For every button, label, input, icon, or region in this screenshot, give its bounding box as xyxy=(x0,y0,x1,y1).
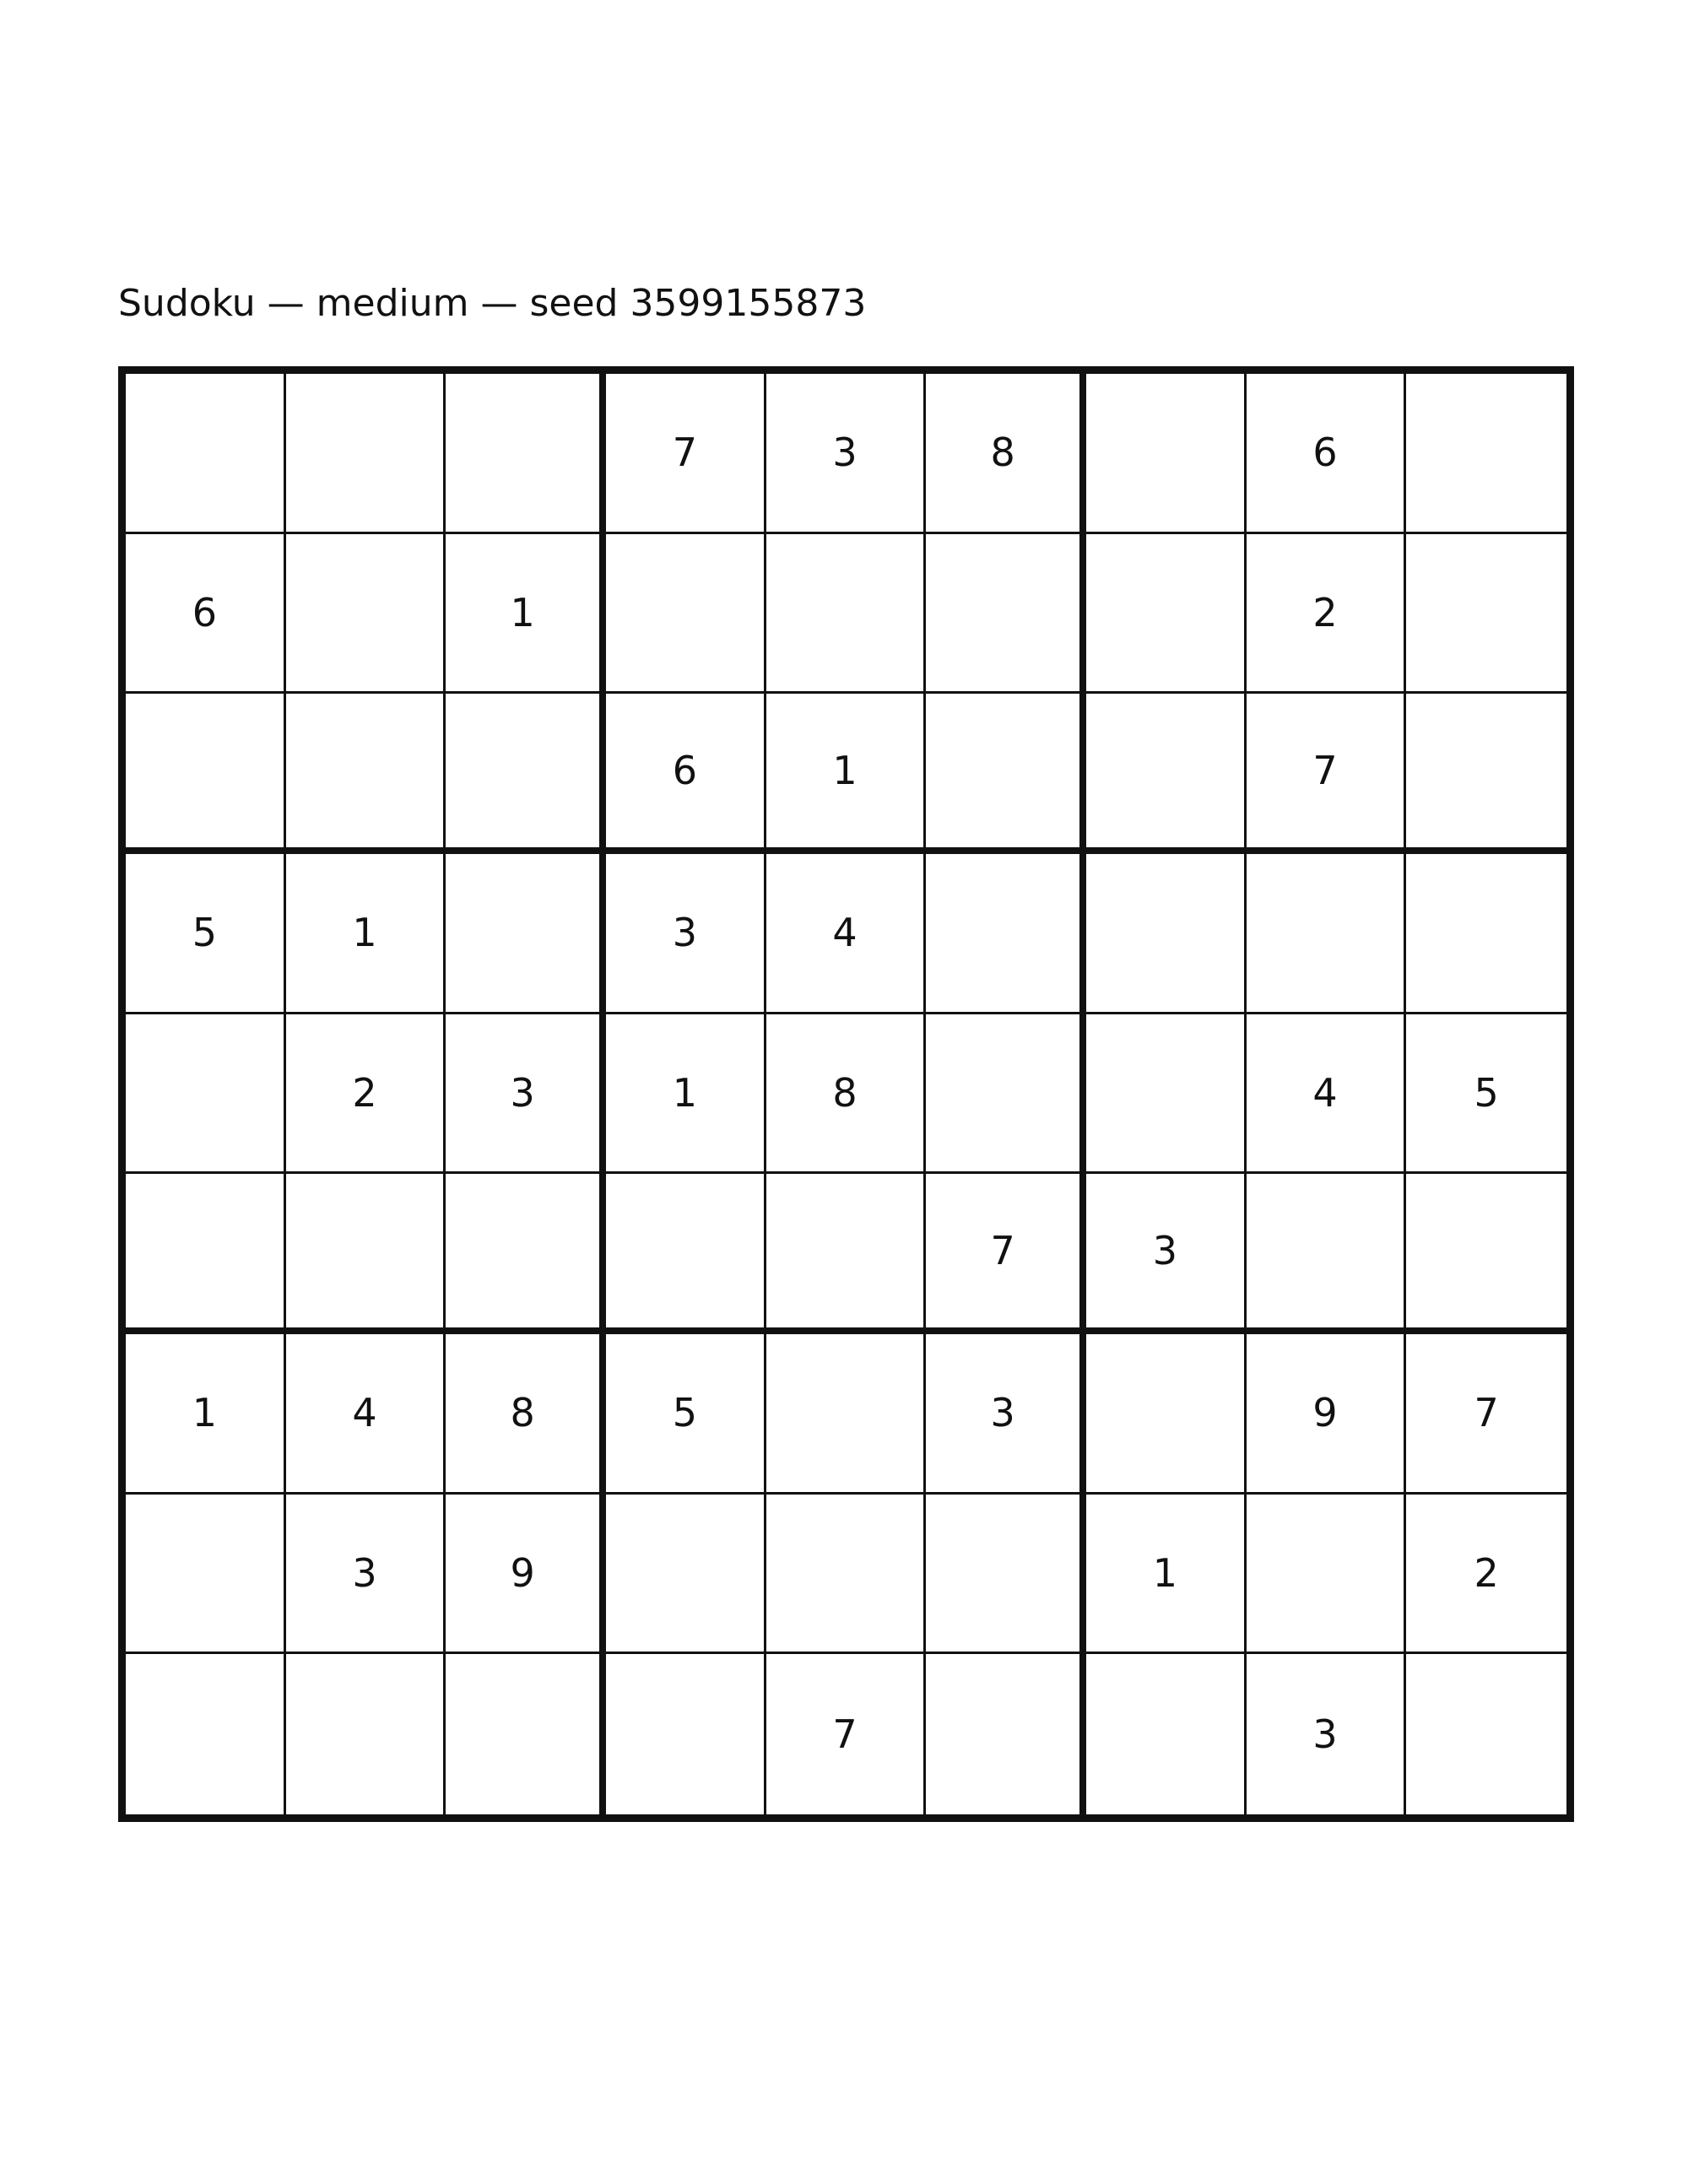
sudoku-board xyxy=(118,366,1574,1822)
sudoku-cell-r3-c6[interactable] xyxy=(926,694,1086,854)
sudoku-cell-r1-c9[interactable] xyxy=(1406,374,1566,534)
sudoku-cell-r8-c6[interactable] xyxy=(926,1495,1086,1655)
sudoku-cell-r9-c7[interactable] xyxy=(1086,1654,1247,1814)
sudoku-cell-r9-c2[interactable] xyxy=(286,1654,446,1814)
sudoku-cell-r9-c9[interactable] xyxy=(1406,1654,1566,1814)
sudoku-cell-r9-c1[interactable] xyxy=(126,1654,286,1814)
sudoku-cell-r4-c1[interactable]: 5 xyxy=(126,854,286,1014)
sudoku-cell-r6-c4[interactable] xyxy=(606,1174,766,1334)
sudoku-cell-r8-c2[interactable]: 3 xyxy=(286,1495,446,1655)
sudoku-cell-r7-c8[interactable]: 9 xyxy=(1247,1334,1407,1495)
sudoku-cell-r6-c9[interactable] xyxy=(1406,1174,1566,1334)
sudoku-cell-r9-c4[interactable] xyxy=(606,1654,766,1814)
sudoku-cell-r1-c1[interactable] xyxy=(126,374,286,534)
sudoku-cell-r3-c3[interactable] xyxy=(446,694,606,854)
sudoku-cell-r5-c5[interactable]: 8 xyxy=(766,1014,927,1175)
sudoku-cell-r8-c7[interactable]: 1 xyxy=(1086,1495,1247,1655)
sudoku-cell-r8-c5[interactable] xyxy=(766,1495,927,1655)
sudoku-cell-r7-c1[interactable]: 1 xyxy=(126,1334,286,1495)
sudoku-cell-r4-c2[interactable]: 1 xyxy=(286,854,446,1014)
sudoku-cell-r4-c4[interactable]: 3 xyxy=(606,854,766,1014)
sudoku-cell-r8-c1[interactable] xyxy=(126,1495,286,1655)
sudoku-cell-r1-c5[interactable]: 3 xyxy=(766,374,927,534)
sudoku-cell-r4-c6[interactable] xyxy=(926,854,1086,1014)
sudoku-cell-r2-c8[interactable]: 2 xyxy=(1247,534,1407,695)
sudoku-cell-r3-c9[interactable] xyxy=(1406,694,1566,854)
sudoku-cell-r2-c2[interactable] xyxy=(286,534,446,695)
sudoku-cell-r5-c9[interactable]: 5 xyxy=(1406,1014,1566,1175)
sudoku-cell-r9-c8[interactable]: 3 xyxy=(1247,1654,1407,1814)
sudoku-cell-r6-c3[interactable] xyxy=(446,1174,606,1334)
sudoku-cell-r5-c8[interactable]: 4 xyxy=(1247,1014,1407,1175)
sudoku-cell-r1-c4[interactable]: 7 xyxy=(606,374,766,534)
sudoku-cell-r2-c3[interactable]: 1 xyxy=(446,534,606,695)
sudoku-cell-r6-c2[interactable] xyxy=(286,1174,446,1334)
sudoku-cell-r3-c8[interactable]: 7 xyxy=(1247,694,1407,854)
sudoku-cell-r8-c9[interactable]: 2 xyxy=(1406,1495,1566,1655)
sudoku-cell-r5-c1[interactable] xyxy=(126,1014,286,1175)
sudoku-cell-r2-c4[interactable] xyxy=(606,534,766,695)
sudoku-cell-r2-c5[interactable] xyxy=(766,534,927,695)
sudoku-cell-r2-c1[interactable]: 6 xyxy=(126,534,286,695)
sudoku-cell-r8-c3[interactable]: 9 xyxy=(446,1495,606,1655)
sudoku-cell-r1-c7[interactable] xyxy=(1086,374,1247,534)
sudoku-cell-r2-c9[interactable] xyxy=(1406,534,1566,695)
sudoku-cell-r1-c2[interactable] xyxy=(286,374,446,534)
sudoku-cell-r6-c6[interactable]: 7 xyxy=(926,1174,1086,1334)
sudoku-cell-r4-c3[interactable] xyxy=(446,854,606,1014)
sudoku-cell-r2-c6[interactable] xyxy=(926,534,1086,695)
sudoku-cell-r5-c4[interactable]: 1 xyxy=(606,1014,766,1175)
sudoku-cell-r5-c7[interactable] xyxy=(1086,1014,1247,1175)
sudoku-cell-r7-c4[interactable]: 5 xyxy=(606,1334,766,1495)
sudoku-cell-r6-c5[interactable] xyxy=(766,1174,927,1334)
sudoku-cell-r1-c6[interactable]: 8 xyxy=(926,374,1086,534)
sudoku-cell-r4-c7[interactable] xyxy=(1086,854,1247,1014)
sudoku-cell-r6-c7[interactable]: 3 xyxy=(1086,1174,1247,1334)
sudoku-cell-r7-c5[interactable] xyxy=(766,1334,927,1495)
sudoku-cell-r9-c6[interactable] xyxy=(926,1654,1086,1814)
sudoku-cell-r5-c2[interactable]: 2 xyxy=(286,1014,446,1175)
sudoku-cell-r7-c9[interactable]: 7 xyxy=(1406,1334,1566,1495)
sudoku-cell-r7-c6[interactable]: 3 xyxy=(926,1334,1086,1495)
sudoku-cell-r4-c9[interactable] xyxy=(1406,854,1566,1014)
sudoku-cell-r1-c3[interactable] xyxy=(446,374,606,534)
sudoku-cell-r2-c7[interactable] xyxy=(1086,534,1247,695)
sudoku-cell-r8-c8[interactable] xyxy=(1247,1495,1407,1655)
sudoku-cell-r5-c3[interactable]: 3 xyxy=(446,1014,606,1175)
sudoku-cell-r6-c1[interactable] xyxy=(126,1174,286,1334)
sudoku-cell-r9-c5[interactable]: 7 xyxy=(766,1654,927,1814)
sudoku-cell-r3-c2[interactable] xyxy=(286,694,446,854)
sudoku-cell-r3-c4[interactable]: 6 xyxy=(606,694,766,854)
sudoku-cell-r3-c1[interactable] xyxy=(126,694,286,854)
puzzle-title: Sudoku — medium — seed 3599155873 xyxy=(118,282,867,325)
sudoku-cell-r1-c8[interactable]: 6 xyxy=(1247,374,1407,534)
sudoku-cell-r7-c2[interactable]: 4 xyxy=(286,1334,446,1495)
sudoku-cell-r4-c5[interactable]: 4 xyxy=(766,854,927,1014)
sudoku-cell-r7-c3[interactable]: 8 xyxy=(446,1334,606,1495)
sudoku-cell-r6-c8[interactable] xyxy=(1247,1174,1407,1334)
sudoku-cell-r4-c8[interactable] xyxy=(1247,854,1407,1014)
sudoku-cell-r7-c7[interactable] xyxy=(1086,1334,1247,1495)
sudoku-cell-r3-c5[interactable]: 1 xyxy=(766,694,927,854)
sudoku-cell-r9-c3[interactable] xyxy=(446,1654,606,1814)
sudoku-cell-r5-c6[interactable] xyxy=(926,1014,1086,1175)
sudoku-cell-r3-c7[interactable] xyxy=(1086,694,1247,854)
sudoku-cell-r8-c4[interactable] xyxy=(606,1495,766,1655)
